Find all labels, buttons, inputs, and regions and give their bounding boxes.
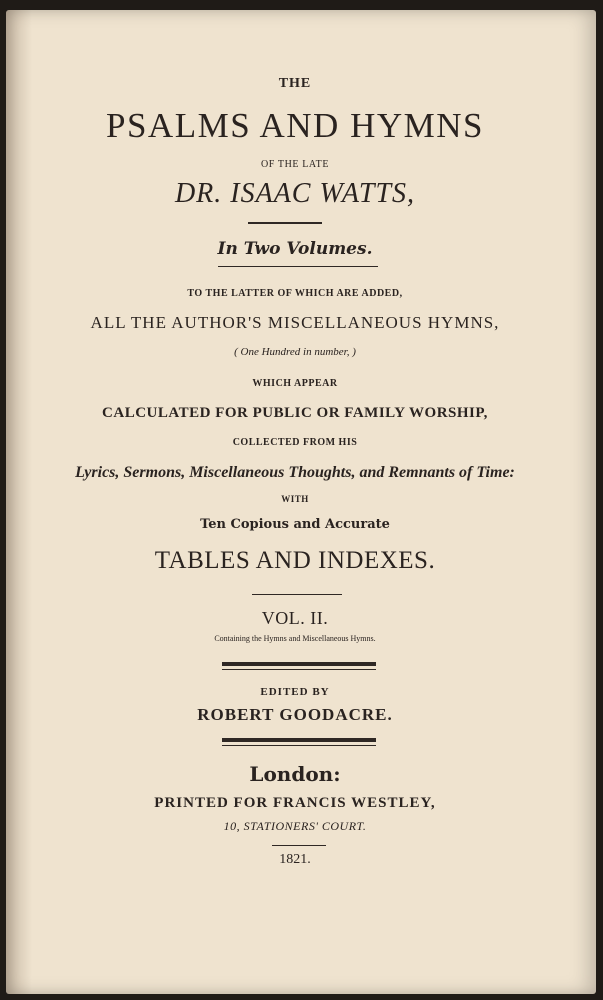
editor-name: ROBERT GOODACRE. [197,705,393,724]
year-line: 1821. [279,852,311,867]
double-rule-2b [222,745,376,746]
calculated-line: CALCULATED FOR PUBLIC OR FAMILY WORSHIP, [102,405,488,421]
london-line: London: [249,762,341,786]
double-rule-1a [222,662,376,666]
with-line: WITH [281,494,309,504]
tables-indexes: TABLES AND INDEXES. [154,547,436,574]
printed-for: PRINTED FOR FRANCIS WESTLEY, [154,795,436,811]
edited-by: EDITED BY [260,686,330,698]
rule-2 [218,266,378,267]
main-title: PSALMS AND HYMNS [106,106,484,145]
volume-number: VOL. II. [261,608,329,628]
rule-4 [272,845,326,846]
rule-3 [252,594,342,595]
ten-copious-line: Ten Copious and Accurate [200,517,390,532]
rule-1 [248,222,322,224]
double-rule-1b [222,669,376,670]
collected-from: COLLECTED FROM HIS [232,437,358,448]
lyrics-line: Lyrics, Sermons, Miscellaneous Thoughts, and Remnants of Time: [75,464,515,481]
author-name: DR. ISAAC WATTS, [174,178,416,209]
the-heading: THE [278,76,312,91]
one-hundred-line: ( One Hundred in number, ) [234,346,356,358]
of-the-late: OF THE LATE [260,159,330,170]
double-rule-2a [222,738,376,742]
volumes-line: In Two Volumes. [217,239,373,259]
containing-line: Containing the Hymns and Miscellaneous Hymns. [214,634,376,643]
misc-hymns-line: ALL THE AUTHOR'S MISCELLANEOUS HYMNS, [90,313,500,332]
which-appear: WHICH APPEAR [252,378,338,389]
to-the-latter: TO THE LATTER OF WHICH ARE ADDED, [187,288,403,299]
address-line: 10, STATIONERS' COURT. [223,819,367,833]
